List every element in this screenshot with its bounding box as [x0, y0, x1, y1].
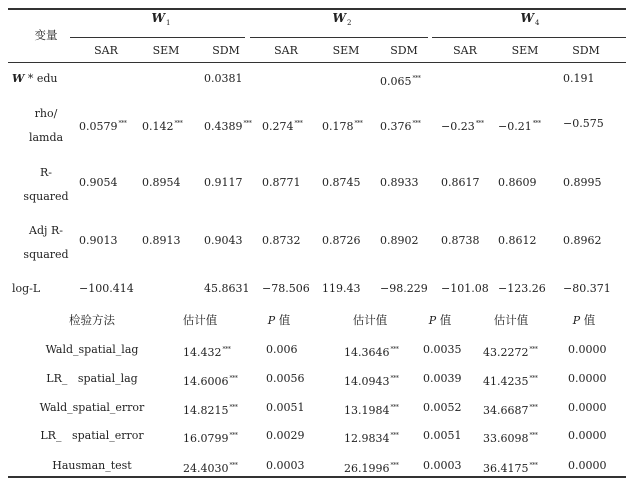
test-p-value-cell: 0.0029 — [266, 429, 305, 442]
top-rule — [8, 8, 626, 10]
value-cell: 0.9043 — [204, 234, 243, 247]
value-cell: 0.8771 — [262, 176, 301, 189]
group-header-w2: $W_2$ — [332, 11, 352, 27]
variable-header: 变量 — [34, 28, 58, 42]
group-underline-2 — [250, 37, 428, 38]
row-label-line2: squared — [23, 248, 69, 261]
value-cell: 0.9054 — [79, 176, 118, 189]
row-label: rho/ — [34, 107, 58, 120]
test-estimate-cell: 24.4030*** — [183, 462, 238, 475]
value-cell: 0.178*** — [322, 120, 363, 133]
test-estimate-cell: 34.6687*** — [483, 404, 538, 417]
value-cell: −98.229 — [380, 282, 428, 295]
test-estimate-cell: 12.9834*** — [344, 432, 399, 445]
column-header-sar: SAR — [453, 44, 477, 57]
test-estimate-cell: 14.0943*** — [344, 375, 399, 388]
value-cell: −100.414 — [79, 282, 134, 295]
value-cell: −0.23*** — [441, 120, 484, 133]
column-header-sem: SEM — [332, 44, 360, 57]
significance-stars: *** — [412, 75, 421, 82]
significance-stars: *** — [229, 404, 238, 411]
row-label: R- — [40, 166, 52, 179]
value-cell: 0.191 — [563, 72, 595, 85]
value-cell: 0.8954 — [142, 176, 181, 189]
value-cell: −80.371 — [563, 282, 611, 295]
significance-stars: *** — [529, 432, 538, 439]
value-cell: −0.21*** — [498, 120, 541, 133]
significance-stars: *** — [294, 120, 303, 127]
column-header-sdm: SDM — [572, 44, 600, 57]
significance-stars: *** — [229, 462, 238, 469]
group-header-w1: $W_1$ — [151, 11, 171, 27]
value-cell: 0.4389*** — [204, 120, 252, 133]
test-name: LR_ spatial_error — [40, 429, 144, 442]
value-cell: 0.065*** — [380, 75, 421, 88]
significance-stars: *** — [532, 120, 541, 127]
value-cell: −123.26 — [498, 282, 546, 295]
value-cell: 0.8609 — [498, 176, 537, 189]
column-header-sem: SEM — [511, 44, 539, 57]
value-cell: 0.8933 — [380, 176, 419, 189]
test-estimate-cell: 41.4235*** — [483, 375, 538, 388]
test-estimate-cell: 16.0799*** — [183, 432, 238, 445]
value-cell: 0.0381 — [204, 72, 243, 85]
significance-stars: *** — [412, 120, 421, 127]
significance-stars: *** — [390, 462, 399, 469]
test-p-value-cell: 0.0000 — [568, 459, 607, 472]
significance-stars: *** — [390, 404, 399, 411]
significance-stars: *** — [243, 120, 252, 127]
significance-stars: *** — [174, 120, 183, 127]
test-name: Wald_spatial_error — [39, 401, 145, 414]
tests-method-header: 检验方法 — [69, 313, 115, 327]
group-header-w4: $W_4$ — [520, 11, 540, 27]
test-p-value-cell: 0.0000 — [568, 429, 607, 442]
value-cell: 0.8738 — [441, 234, 480, 247]
value-cell: 0.9117 — [204, 176, 243, 189]
test-name: LR_ spatial_lag — [46, 372, 138, 385]
test-estimate-cell: 26.1996*** — [344, 462, 399, 475]
significance-stars: *** — [529, 346, 538, 353]
value-cell: 0.376*** — [380, 120, 421, 133]
column-header-sdm: SDM — [212, 44, 240, 57]
test-estimate-cell: 14.432*** — [183, 346, 231, 359]
tests-p-header: P 值 — [428, 313, 452, 327]
bottom-rule — [8, 476, 626, 478]
column-header-sar: SAR — [94, 44, 118, 57]
value-cell: 0.8995 — [563, 176, 602, 189]
tests-estimate-header: 估计值 — [352, 313, 388, 327]
test-estimate-cell: 14.8215*** — [183, 404, 238, 417]
test-name: Wald_spatial_lag — [45, 343, 139, 356]
row-label: log-L — [12, 282, 41, 295]
column-header-sem: SEM — [152, 44, 180, 57]
test-p-value-cell: 0.0000 — [568, 401, 607, 414]
test-name: Hausman_test — [52, 459, 132, 472]
significance-stars: *** — [354, 120, 363, 127]
value-cell: 0.8617 — [441, 176, 480, 189]
value-cell: 0.8962 — [563, 234, 602, 247]
significance-stars: *** — [222, 346, 231, 353]
test-p-value-cell: 0.006 — [266, 343, 298, 356]
test-estimate-cell: 43.2272*** — [483, 346, 538, 359]
test-p-value-cell: 0.0051 — [266, 401, 305, 414]
value-cell: 0.142*** — [142, 120, 183, 133]
significance-stars: *** — [475, 120, 484, 127]
value-cell: 0.8732 — [262, 234, 301, 247]
significance-stars: *** — [229, 375, 238, 382]
value-cell: −101.08 — [441, 282, 489, 295]
test-p-value-cell: 0.0000 — [568, 343, 607, 356]
value-cell: 0.8745 — [322, 176, 361, 189]
test-p-value-cell: 0.0052 — [423, 401, 462, 414]
significance-stars: *** — [529, 375, 538, 382]
test-p-value-cell: 0.0056 — [266, 372, 305, 385]
significance-stars: *** — [390, 375, 399, 382]
column-header-sdm: SDM — [390, 44, 418, 57]
test-p-value-cell: 0.0000 — [568, 372, 607, 385]
test-estimate-cell: 33.6098*** — [483, 432, 538, 445]
test-estimate-cell: 14.6006*** — [183, 375, 238, 388]
test-p-value-cell: 0.0003 — [423, 459, 462, 472]
value-cell: 45.8631 — [204, 282, 250, 295]
value-cell: −78.506 — [262, 282, 310, 295]
row-label-line2: squared — [23, 190, 69, 203]
test-p-value-cell: 0.0039 — [423, 372, 462, 385]
test-p-value-cell: 0.0035 — [423, 343, 462, 356]
significance-stars: *** — [390, 432, 399, 439]
value-cell: 0.274*** — [262, 120, 303, 133]
tests-p-header: P 值 — [572, 313, 596, 327]
group-underline-3 — [432, 37, 626, 38]
row-label-line2: lamda — [28, 131, 64, 144]
significance-stars: *** — [390, 346, 399, 353]
group-underline-1 — [70, 37, 245, 38]
row-label: W * edu — [12, 72, 58, 85]
tests-estimate-header: 估计值 — [182, 313, 218, 327]
column-header-sar: SAR — [274, 44, 298, 57]
significance-stars: *** — [229, 432, 238, 439]
value-cell: 0.9013 — [79, 234, 118, 247]
test-estimate-cell: 36.4175*** — [483, 462, 538, 475]
test-p-value-cell: 0.0003 — [266, 459, 305, 472]
row-label: Adj R- — [29, 224, 63, 237]
tests-estimate-header: 估计值 — [493, 313, 529, 327]
test-p-value-cell: 0.0051 — [423, 429, 462, 442]
value-cell: −0.575 — [563, 117, 604, 130]
significance-stars: *** — [529, 462, 538, 469]
value-cell: 0.8913 — [142, 234, 181, 247]
tests-p-header: P 值 — [267, 313, 291, 327]
test-estimate-cell: 14.3646*** — [344, 346, 399, 359]
value-cell: 119.43 — [322, 282, 361, 295]
value-cell: 0.8612 — [498, 234, 537, 247]
value-cell: 0.0579*** — [79, 120, 127, 133]
significance-stars: *** — [529, 404, 538, 411]
value-cell: 0.8902 — [380, 234, 419, 247]
header-rule — [8, 62, 626, 63]
value-cell: 0.8726 — [322, 234, 361, 247]
significance-stars: *** — [118, 120, 127, 127]
test-estimate-cell: 13.1984*** — [344, 404, 399, 417]
